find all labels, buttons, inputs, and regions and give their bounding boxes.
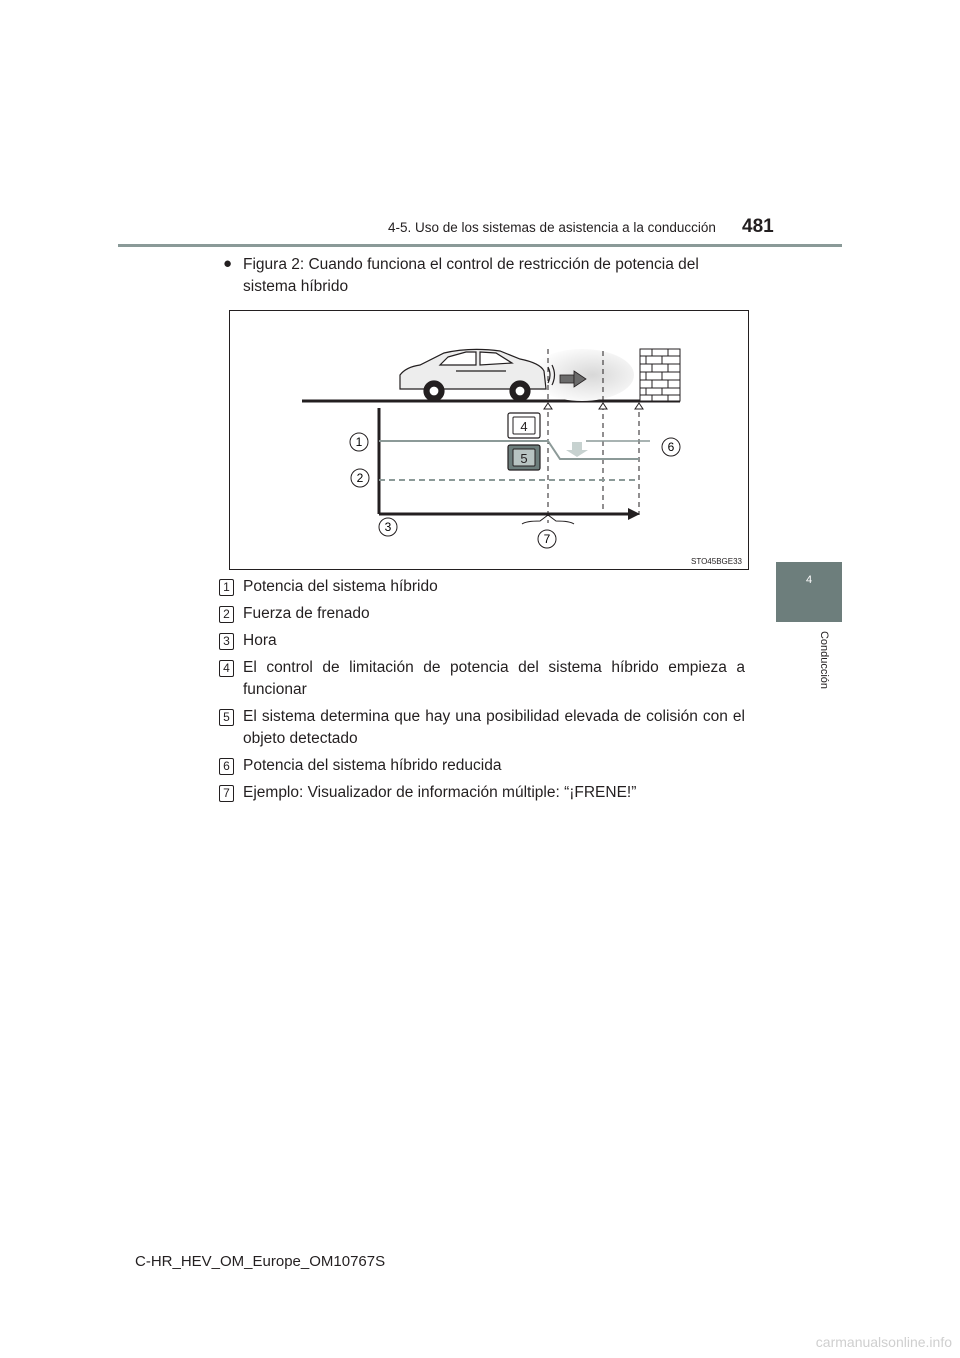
callout-3-label: 3 <box>384 520 392 534</box>
legend-item <box>219 603 745 625</box>
callout-5: 5 <box>520 451 528 466</box>
chapter-tab <box>776 562 842 622</box>
legend-text: Fuerza de frenado <box>243 605 370 622</box>
chapter-label: Conducción <box>818 630 830 690</box>
car-icon <box>400 349 555 401</box>
reduction-arrow-icon <box>566 442 588 457</box>
legend-text: El control de limitación de potencia del sistema híbrido empieza a funcionar <box>243 659 745 698</box>
legend-item <box>219 576 745 598</box>
callout-1-label: 1 <box>355 435 363 449</box>
x-axis-arrow <box>628 508 640 520</box>
legend-number: 3 <box>219 633 234 650</box>
legend-item <box>219 630 745 652</box>
callout-4: 4 <box>520 419 528 434</box>
legend-number: 7 <box>219 785 234 802</box>
bullet-text: Figura 2: Cuando funciona el control de restricción de potencia del sistema híbrido <box>243 256 699 295</box>
bullet-icon: ● <box>223 255 233 272</box>
legend-text: Ejemplo: Visualizador de información múltiple: “¡FRENE!” <box>243 784 637 801</box>
callout-box-5 <box>508 445 540 470</box>
legend-number: 2 <box>219 606 234 623</box>
callout-2-label: 2 <box>356 471 364 485</box>
detection-zone <box>530 349 634 401</box>
chapter-number: 4 <box>805 574 813 586</box>
figure-diagram <box>229 310 749 570</box>
callout-box-4 <box>508 413 540 438</box>
legend-number: 1 <box>219 579 234 596</box>
marker-triangle <box>599 403 607 409</box>
wall-icon <box>640 349 680 401</box>
legend-number: 4 <box>219 660 234 677</box>
callout-7-label: 7 <box>543 532 551 546</box>
callout-6-label: 6 <box>667 440 675 454</box>
section-title: 4-5. Uso de los sistemas de asistencia a la conducción <box>388 220 716 235</box>
page-number: 481 <box>742 216 774 237</box>
legend-item <box>219 657 745 701</box>
marker-triangle <box>544 403 552 409</box>
legend-text: Hora <box>243 632 277 649</box>
document-code: C-HR_HEV_OM_Europe_OM10767S <box>135 1253 386 1270</box>
legend-text: El sistema determina que hay una posibilidad elevada de colisión con el objeto detectado <box>243 708 745 747</box>
legend-number: 5 <box>219 709 234 726</box>
legend-list <box>219 576 745 809</box>
figure-code: STO45BGE33 <box>691 557 742 566</box>
header-divider <box>118 244 842 247</box>
legend-item <box>219 755 745 777</box>
legend-number: 6 <box>219 758 234 775</box>
legend-text: Potencia del sistema híbrido reducida <box>243 757 502 774</box>
marker-triangle <box>635 403 643 409</box>
legend-item <box>219 706 745 750</box>
watermark[interactable]: carmanualsonline.info <box>815 1334 952 1350</box>
legend-text: Potencia del sistema híbrido <box>243 578 438 595</box>
legend-item <box>219 782 745 804</box>
